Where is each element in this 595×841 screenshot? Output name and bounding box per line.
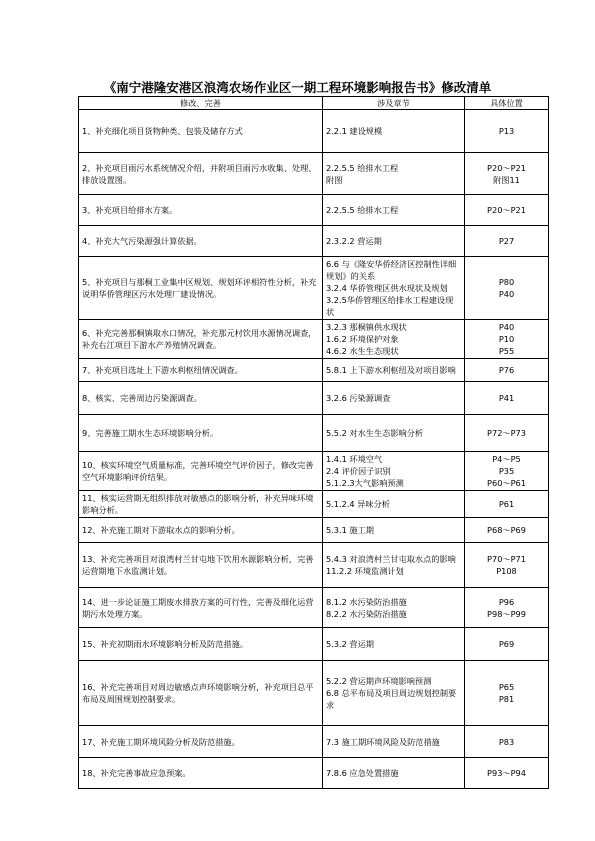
position-cell: P61	[465, 491, 549, 518]
position-cell: P65 P81	[465, 661, 549, 726]
section-cell: 1.4.1 环境空气 2.4 评价因子识别 5.1.2.3大气影响预测	[323, 452, 465, 491]
item-cell: 16、补充完善项目对周边敏感点声环境影响分析，补充项目总平布局及周围规划控制要求。	[79, 661, 323, 726]
position-cell: P70～P71 P108	[465, 543, 549, 588]
item-cell: 9、完善施工期水生态环境影响分析。	[79, 415, 323, 452]
section-cell: 2.2.5.5 给排水工程	[323, 195, 465, 226]
section-cell: 7.3 施工期环境风险及防范措施	[323, 726, 465, 758]
item-cell: 18、补充完善事故应急预案。	[79, 758, 323, 789]
table-row	[79, 257, 549, 320]
table-row	[79, 543, 549, 588]
position-cell: P80 P40	[465, 257, 549, 320]
item-cell: 2、补充项目雨污水系统情况介绍，并附项目雨污水收集、处理、排放设置图。	[79, 153, 323, 195]
item-cell: 4、补充大气污染源强计算依据。	[79, 226, 323, 257]
position-cell: P41	[465, 382, 549, 415]
item-cell: 6、补充完善那桐镇取水口情况，补充那元村饮用水源情况调查，补充右江项目下游水产养殖情况调查。	[79, 320, 323, 359]
table-row	[79, 452, 549, 491]
item-cell: 14、进一步论证施工期废水排放方案的可行性，完善及细化运营期污水处理方案。	[79, 588, 323, 628]
item-cell: 12、补充施工期对下游取水点的影响分析。	[79, 518, 323, 543]
section-cell: 5.3.1 施工期	[323, 518, 465, 543]
header-item: 修改、完善	[79, 97, 323, 110]
table-row	[79, 628, 549, 661]
section-cell: 3.2.3 那桐镇供水现状 1.6.2 环境保护对象 4.6.2 水生生态现状	[323, 320, 465, 359]
section-cell: 5.1.2.4 异味分析	[323, 491, 465, 518]
section-cell: 2.3.2.2 营运期	[323, 226, 465, 257]
table-row	[79, 110, 549, 153]
position-cell: P20～P21	[465, 195, 549, 226]
section-cell: 5.4.3 对浪湾村兰甘屯取水点的影响 11.2.2 环境监测计划	[323, 543, 465, 588]
position-cell: P27	[465, 226, 549, 257]
section-cell: 7.8.6 应急处置措施	[323, 758, 465, 789]
position-cell: P72～P73	[465, 415, 549, 452]
section-cell: 2.2.5.5 给排水工程 附图	[323, 153, 465, 195]
item-cell: 8、核实、完善周边污染源调查。	[79, 382, 323, 415]
position-cell: P40 P10 P55	[465, 320, 549, 359]
table-row	[79, 226, 549, 257]
position-cell: P83	[465, 726, 549, 758]
table-row	[79, 518, 549, 543]
section-cell: 5.5.2 对水生生态影响分析	[323, 415, 465, 452]
table-row	[79, 415, 549, 452]
item-cell: 7、补充项目选址上下游水利枢纽情况调查。	[79, 359, 323, 382]
position-cell: P68～P69	[465, 518, 549, 543]
section-cell: 5.2.2 营运期声环境影响预测 6.8 总平布局及项目周边规划控制要求	[323, 661, 465, 726]
position-cell: P76	[465, 359, 549, 382]
table-row	[79, 195, 549, 226]
position-cell: P13	[465, 110, 549, 153]
item-cell: 15、补充初期雨水环境影响分析及防范措施。	[79, 628, 323, 661]
position-cell: P96 P98～P99	[465, 588, 549, 628]
table-row	[79, 661, 549, 726]
table-row	[79, 491, 549, 518]
table-row	[79, 153, 549, 195]
item-cell: 13、补充完善项目对浪湾村兰甘屯地下饮用水源影响分析，完善运营期地下水监测计划。	[79, 543, 323, 588]
table-row	[79, 758, 549, 789]
section-cell: 8.1.2 水污染防治措施 8.2.2 水污染防治措施	[323, 588, 465, 628]
header-position: 具体位置	[465, 97, 549, 110]
item-cell: 1、补充细化项目货物种类、包装及储存方式	[79, 110, 323, 153]
position-cell: P93～P94	[465, 758, 549, 789]
table-row	[79, 359, 549, 382]
item-cell: 11、核实运营期无组织排放对敏感点的影响分析，补充异味环境影响分析。	[79, 491, 323, 518]
section-cell: 6.6 与《隆安华侨经济区控制性详细规划》的关系 3.2.4 华侨管理区供水现状及规划 3.2.5华侨管理区给排水工程建设现状	[323, 257, 465, 320]
revision-table	[78, 96, 549, 789]
section-cell: 5.8.1 上下游水利枢纽及对项目影响	[323, 359, 465, 382]
table-row	[79, 382, 549, 415]
section-cell: 2.2.1 建设规模	[323, 110, 465, 153]
document-title: 《南宁港隆安港区浪湾农场作业区一期工程环境影响报告书》修改清单	[103, 80, 492, 95]
table-row	[79, 588, 549, 628]
position-cell: P20～P21 附图11	[465, 153, 549, 195]
position-cell: P4～P5 P35 P60～P61	[465, 452, 549, 491]
section-cell: 5.3.2 营运期	[323, 628, 465, 661]
item-cell: 17、补充施工期环境风险分析及防范措施。	[79, 726, 323, 758]
section-cell: 3.2.6 污染源调查	[323, 382, 465, 415]
table-row	[79, 726, 549, 758]
item-cell: 5、补充项目与那桐工业集中区规划、规划环评相符性分析，补充说明华侨管理区污水处理厂建设情况。	[79, 257, 323, 320]
position-cell: P69	[465, 628, 549, 661]
header-section: 涉及章节	[323, 97, 465, 110]
item-cell: 3、补充项目给排水方案。	[79, 195, 323, 226]
table-header-row	[79, 97, 549, 110]
table-row	[79, 320, 549, 359]
item-cell: 10、核实环境空气质量标准，完善环境空气评价因子，修改完善空气环境影响评价结果。	[79, 452, 323, 491]
